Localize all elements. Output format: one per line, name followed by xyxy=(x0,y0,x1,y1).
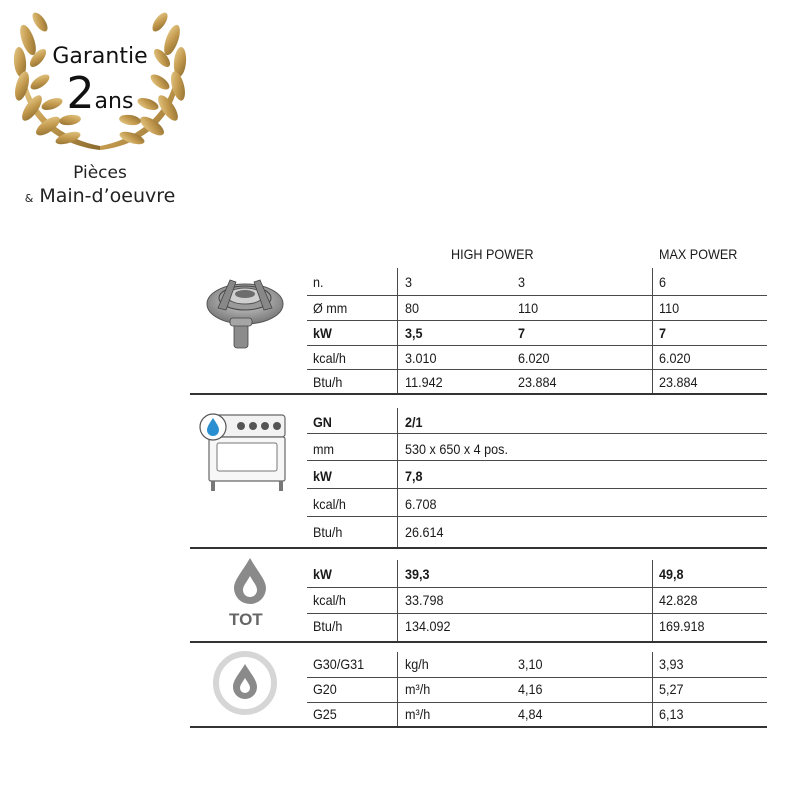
column-divider xyxy=(397,652,398,726)
gas-flame-icon xyxy=(230,556,270,609)
row-label: Btu/h xyxy=(313,374,343,390)
cell-value: 2/1 xyxy=(405,414,423,430)
divider xyxy=(307,345,767,346)
row-label: kW xyxy=(313,566,332,582)
warranty-unit: ans xyxy=(94,89,134,114)
cell-max: 7 xyxy=(659,325,667,341)
row-label: Btu/h xyxy=(313,524,343,540)
cell-high-2: 6.020 xyxy=(518,350,550,366)
row-label: GN xyxy=(313,414,332,430)
cell-value: 7,8 xyxy=(405,468,423,484)
gas-unit: m³/h xyxy=(405,681,431,697)
cell-max: 3,93 xyxy=(659,656,684,672)
warranty-labour: Main-d’oeuvre xyxy=(39,185,176,207)
column-divider xyxy=(397,408,398,547)
cell-high-2: 7 xyxy=(518,325,526,341)
cell-max: 49,8 xyxy=(659,566,684,582)
cell-high: 39,3 xyxy=(405,566,430,582)
divider xyxy=(307,516,767,517)
cell-max: 5,27 xyxy=(659,681,684,697)
row-label: Btu/h xyxy=(313,618,343,634)
divider xyxy=(307,295,767,296)
header-high-power: HIGH POWER xyxy=(451,246,534,262)
gas-type: G25 xyxy=(313,706,337,722)
column-divider xyxy=(652,652,653,726)
divider xyxy=(307,702,767,703)
cell-high-1: 3 xyxy=(405,274,413,290)
cell-max: 42.828 xyxy=(659,592,698,608)
cell-high-1: 3,5 xyxy=(405,325,423,341)
row-label: kW xyxy=(313,468,332,484)
row-label: n. xyxy=(313,274,324,290)
cell-high: 4,16 xyxy=(518,681,543,697)
row-label: kcal/h xyxy=(313,592,346,608)
cell-high: 33.798 xyxy=(405,592,444,608)
section-divider xyxy=(190,393,767,395)
cell-high-1: 80 xyxy=(405,300,420,316)
cell-max: 169.918 xyxy=(659,618,705,634)
warranty-duration xyxy=(0,70,200,118)
gas-unit: kg/h xyxy=(405,656,429,672)
cell-high-1: 3.010 xyxy=(405,350,437,366)
header-max-power: MAX POWER xyxy=(659,246,738,262)
gas-type: G30/G31 xyxy=(313,656,365,672)
warranty-badge xyxy=(0,0,200,215)
cell-high-1: 11.942 xyxy=(405,374,443,390)
cell-value: 6.708 xyxy=(405,496,437,512)
gas-type: G20 xyxy=(313,681,337,697)
cell-high: 4,84 xyxy=(518,706,543,722)
divider xyxy=(307,320,767,321)
cell-high-2: 110 xyxy=(518,300,539,316)
column-divider xyxy=(652,268,653,393)
divider xyxy=(307,677,767,678)
cell-high: 3,10 xyxy=(518,656,543,672)
cell-max: 6,13 xyxy=(659,706,684,722)
section-divider xyxy=(190,547,767,549)
gas-flame-circle-icon xyxy=(212,650,278,721)
gas-unit: m³/h xyxy=(405,706,431,722)
cell-high-2: 3 xyxy=(518,274,526,290)
column-divider xyxy=(397,560,398,641)
warranty-line-parts: Pièces xyxy=(73,163,127,183)
cell-high: 134.092 xyxy=(405,618,451,634)
row-label: mm xyxy=(313,441,334,457)
warranty-title: Garantie xyxy=(52,44,148,69)
divider xyxy=(307,488,767,489)
row-label: kcal/h xyxy=(313,350,346,366)
cell-max: 6 xyxy=(659,274,667,290)
divider xyxy=(307,460,767,461)
total-label: TOT xyxy=(229,610,263,629)
warranty-ampersand: & xyxy=(24,192,34,205)
section-divider xyxy=(190,726,767,728)
section-divider xyxy=(190,641,767,643)
column-divider xyxy=(652,560,653,641)
divider xyxy=(307,587,767,588)
row-label: kW xyxy=(313,325,332,341)
cell-max: 110 xyxy=(659,300,680,316)
warranty-years: 2 xyxy=(66,68,95,119)
cell-value: 530 x 650 x 4 pos. xyxy=(405,441,508,457)
cell-high-2: 23.884 xyxy=(518,374,557,390)
cell-max: 6.020 xyxy=(659,350,691,366)
cell-max: 23.884 xyxy=(659,374,698,390)
warranty-line-labour xyxy=(0,185,200,207)
cell-value: 26.614 xyxy=(405,524,444,540)
divider xyxy=(307,613,767,614)
divider xyxy=(307,433,767,434)
divider xyxy=(307,369,767,370)
gas-burner-icon xyxy=(200,268,290,359)
column-divider xyxy=(397,268,398,393)
oven-icon xyxy=(195,405,295,500)
row-label: kcal/h xyxy=(313,496,346,512)
row-label: Ø mm xyxy=(313,300,348,316)
